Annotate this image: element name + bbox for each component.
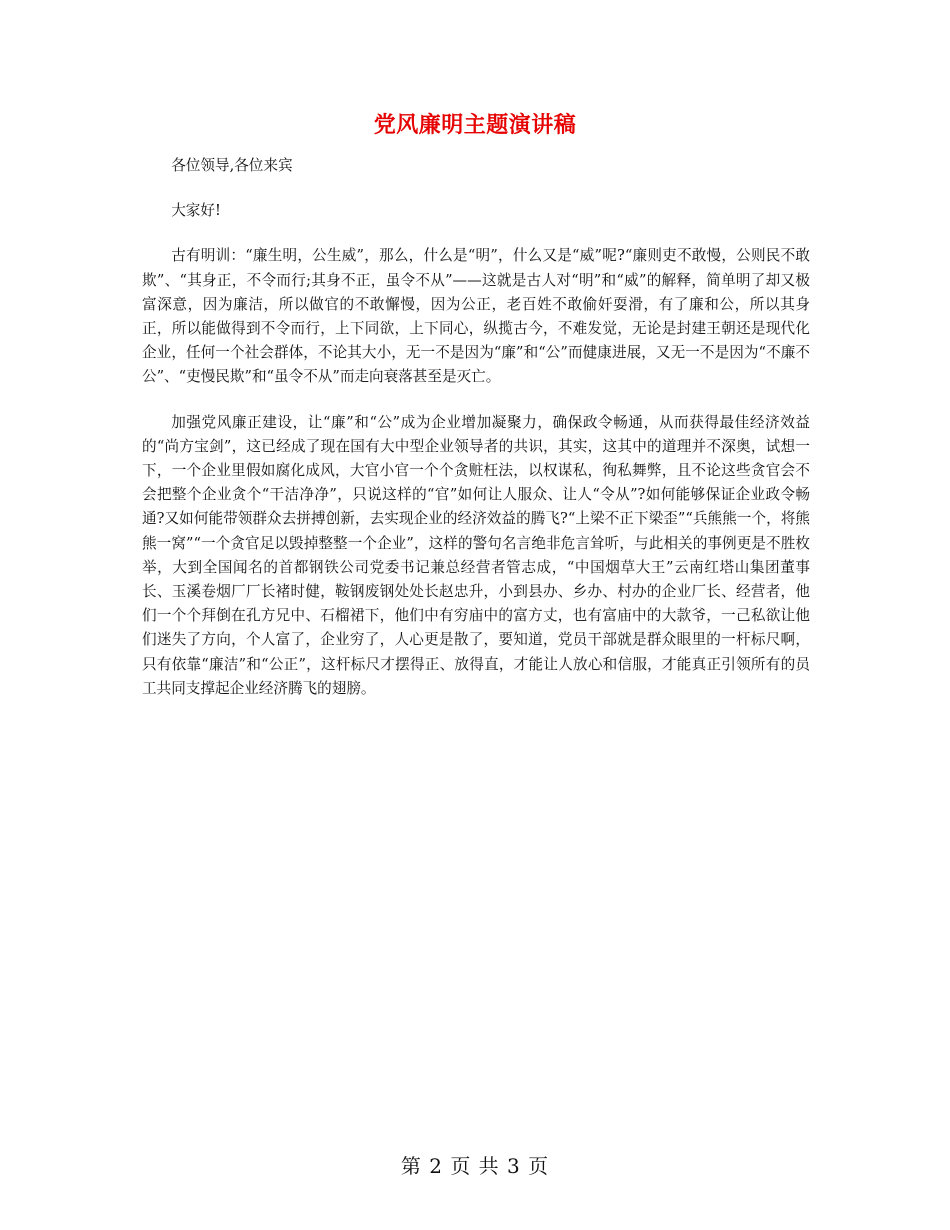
body-paragraph: 古有明训：“廉生明，公生威”，那么，什么是“明”，什么又是“威”呢?“廉则吏不敢慢，公则民不敢欺”、“其身正，不令而行;其身不正，虽令不从”——这就是古人对“明”和“威”的解释，简单明了却又极富深意，因为廉洁，所以做官的不敢懈慢，因为公正，老百姓不敢偷奸耍滑，有了廉和公，所以其身正，所以能做得到不令而行，上下同欲，上下同心，纵揽古今，不难发觉，无论是封建王朝还是现代化企业，任何一个社会群体，不论其大小，无一不是因为“廉”和“公”而健康进展，又无一不是因为“不廉不公”、“吏慢民欺”和“虽令不从”而走向衰落甚至是灭亡。 bbox=[142, 247, 810, 386]
greeting-line: 各位领导,各位来宾 bbox=[171, 157, 293, 174]
document-body bbox=[142, 154, 810, 722]
page-number-footer: 第 2 页 共 3 页 bbox=[400, 1154, 550, 1178]
salutation-line: 大家好! bbox=[171, 202, 221, 220]
body-paragraph: 加强党风廉正建设，让“廉”和“公”成为企业增加凝聚力，确保政令畅通，从而获得最佳经济效益的“尚方宝剑”，这已经成了现在国有大中型企业领导者的共识，其实，这其中的道理并不深奥，试想一下，一个企业里假如腐化成风，大官小官一个个贪赃枉法，以权谋私，徇私舞弊，且不论这些贪官会不会把整个企业贪个“干洁净净”，只说这样的“官”如何让人服众、让人“令从”?如何能够保证企业政令畅通?又如何能带领群众去拼搏创新，去实现企业的经济效益的腾飞?“上梁不正下梁歪”“兵熊熊一个，将熊熊一窝”“一个贪官足以毁掉整整一个企业”，这样的警句名言绝非危言耸听，与此相关的事例更是不胜枚举，大到全国闻名的首都钢铁公司党委书记兼总经营者管志成，“中国烟草大王”云南红塔山集团董事长、玉溪卷烟厂厂长褚时健，鞍钢废钢处处长赵忠升，小到县办、乡办、村办的企业厂长、经营者，他们一个个拜倒在孔方兄中、石榴裙下，他们中有穷庙中的富方丈，也有富庙中的大款爷，一己私欲让他们迷失了方向，个人富了，企业穷了，人心更是散了，要知道，党员干部就是群众眼里的一杆标尺啊，只有依靠“廉洁”和“公正”，这杆标尺才摆得正、放得直，才能让人放心和信服，才能真正引领所有的员工共同支撑起企业经济腾飞的翅膀。 bbox=[142, 413, 810, 697]
document-title: 党风廉明主题演讲稿 bbox=[373, 113, 577, 138]
